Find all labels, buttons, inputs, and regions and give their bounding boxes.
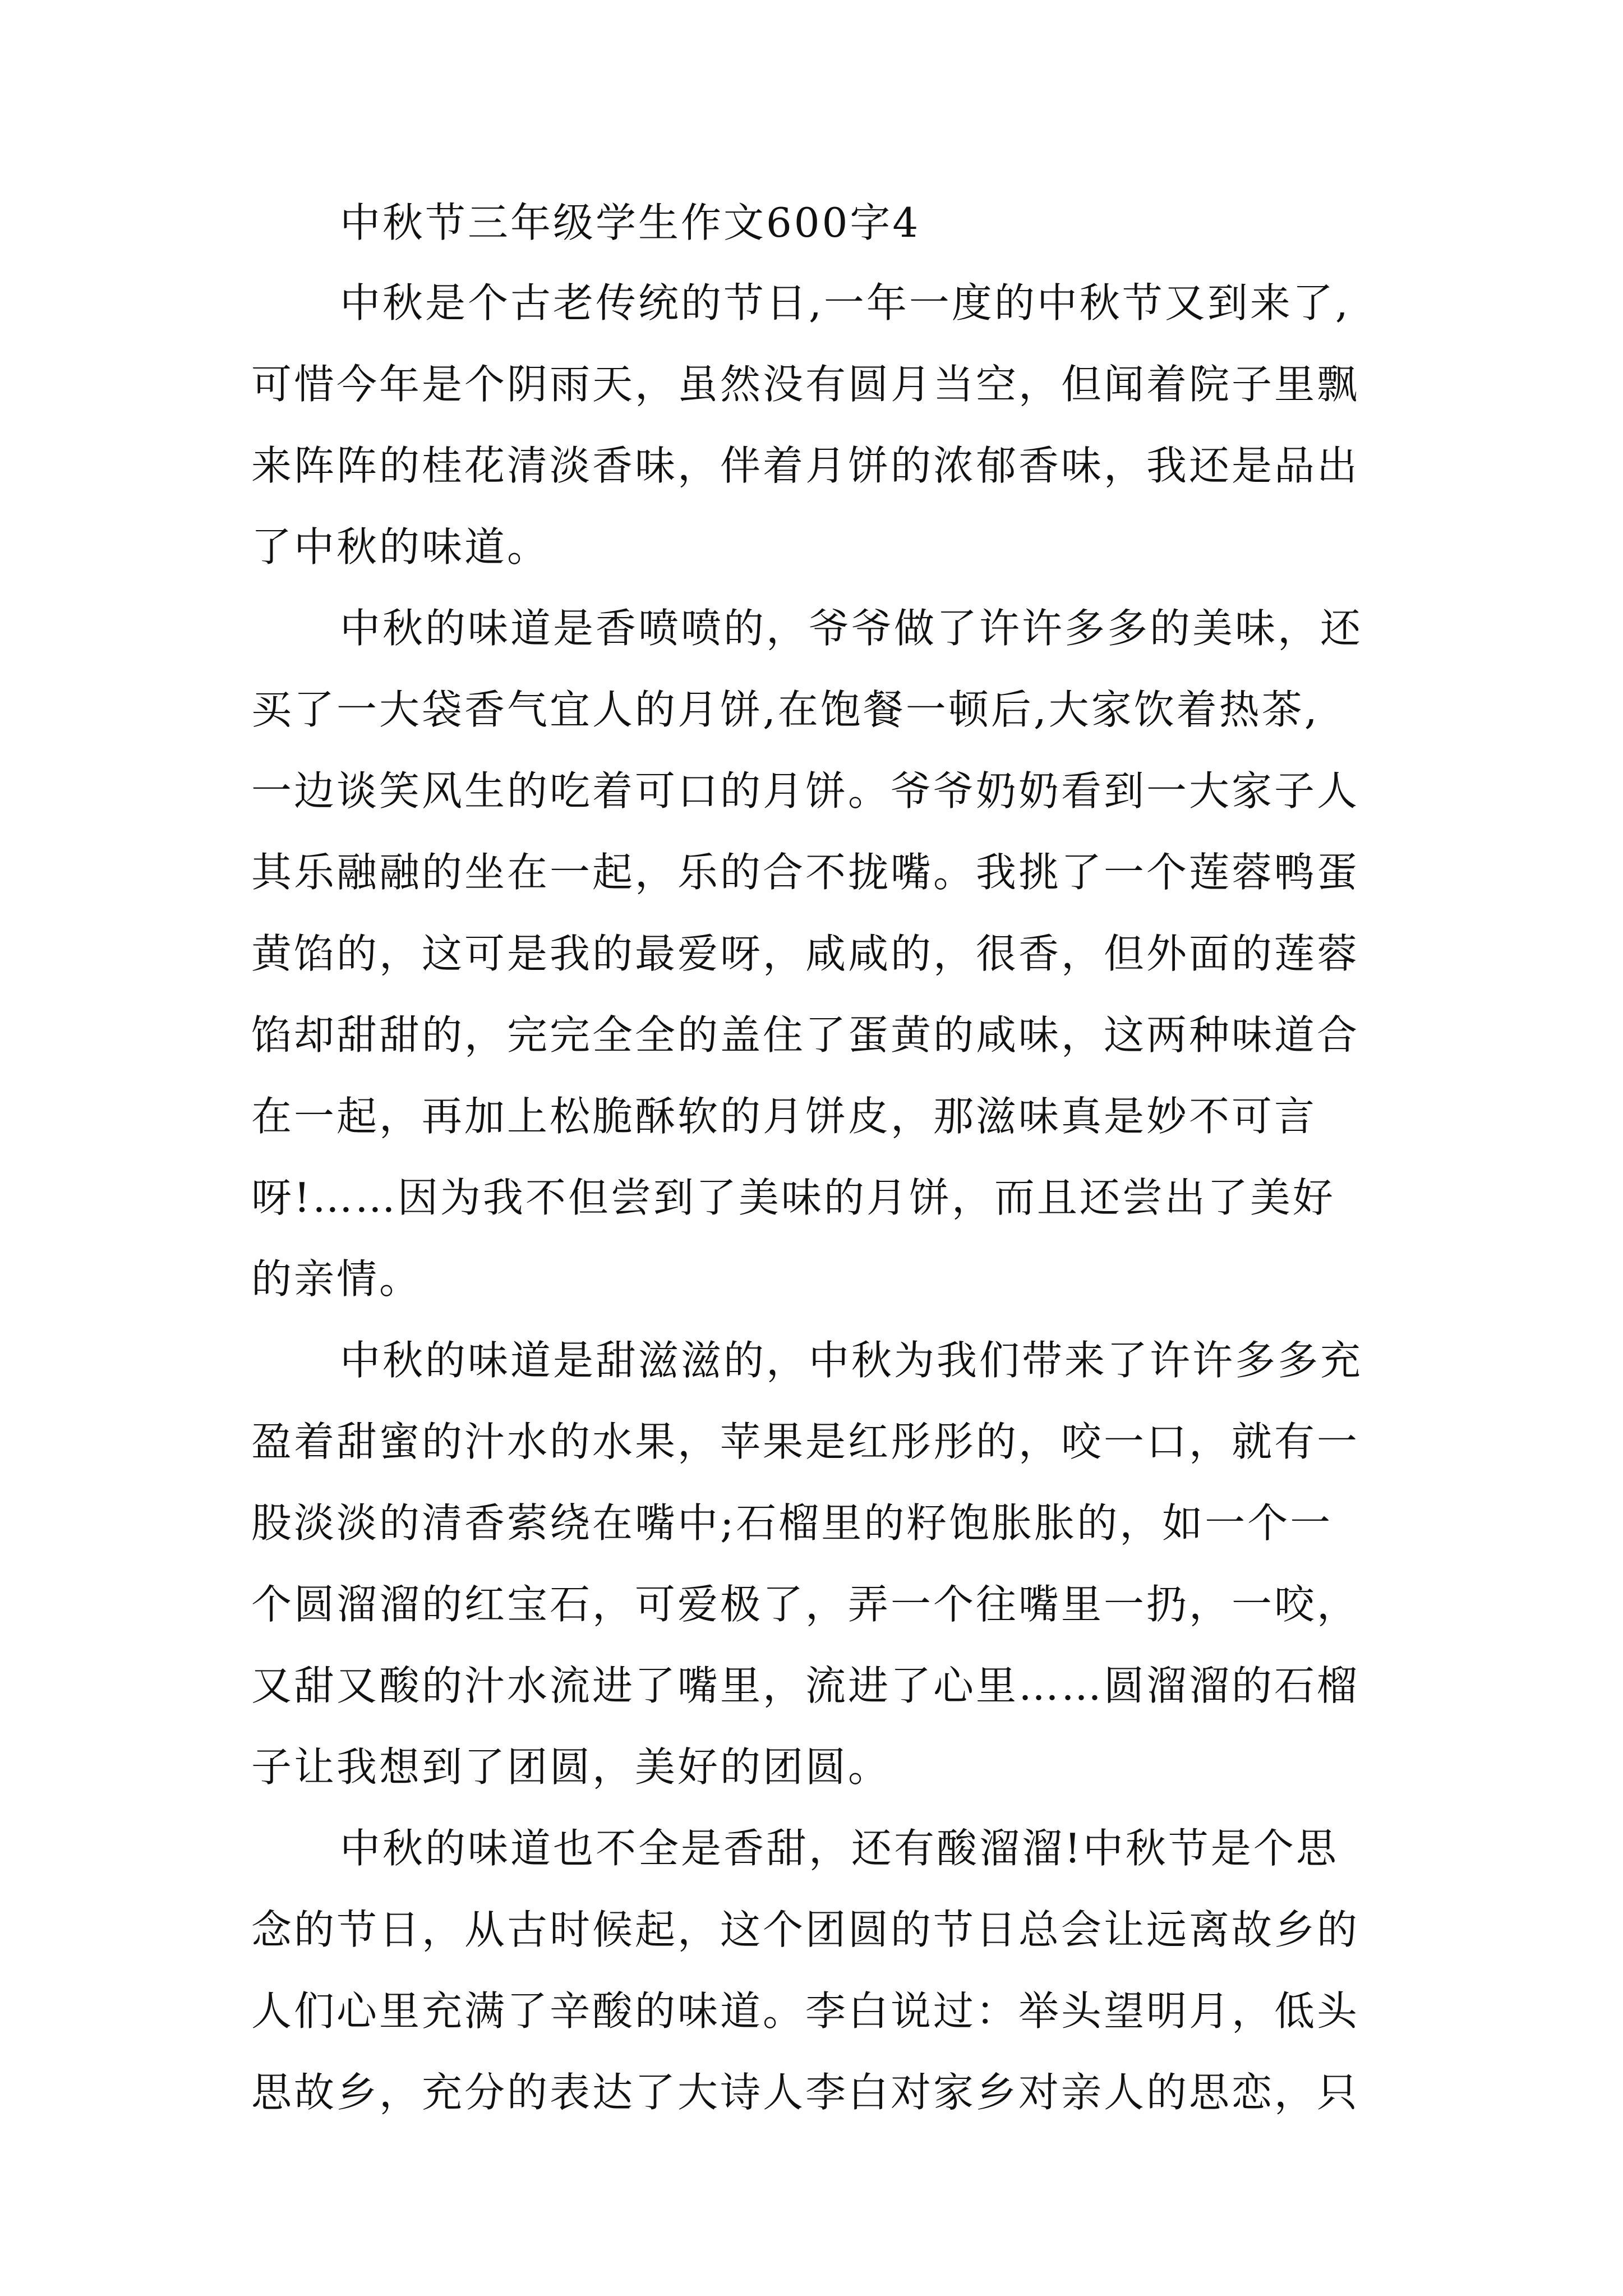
paragraph-2-line-4: 其乐融融的坐在一起，乐的合不拢嘴。我挑了一个莲蓉鸭蛋: [251, 849, 1360, 896]
paragraph-2-line-8: 呀!……因为我不但尝到了美味的月饼，而且还尝出了美好: [251, 1174, 1335, 1221]
paragraph-1-line-4: 了中秋的味道。: [251, 523, 550, 570]
paragraph-1-line-1: 中秋是个古老传统的节日,一年一度的中秋节又到来了,: [340, 279, 1350, 326]
paragraph-3-line-2: 盈着甜蜜的汁水的水果，苹果是红彤彤的，咬一口，就有一: [251, 1418, 1360, 1465]
paragraph-2-line-9: 的亲情。: [251, 1255, 422, 1303]
paragraph-2-line-2: 买了一大袋香气宜人的月饼,在饱餐一顿后,大家饮着热茶,: [251, 686, 1320, 733]
document-title: 中秋节三年级学生作文600字4: [340, 199, 921, 246]
paragraph-2-line-7: 在一起，再加上松脆酥软的月饼皮，那滋味真是妙不可言: [251, 1093, 1317, 1140]
paragraph-2-line-5: 黄馅的，这可是我的最爱呀，咸咸的，很香，但外面的莲蓉: [251, 930, 1360, 977]
paragraph-3-line-3: 股淡淡的清香萦绕在嘴中;石榴里的籽饱胀胀的，如一个一: [251, 1499, 1333, 1547]
paragraph-1-line-2: 可惜今年是个阴雨天，虽然没有圆月当空，但闻着院子里飘: [251, 361, 1360, 408]
paragraph-1-line-3: 来阵阵的桂花清淡香味，伴着月饼的浓郁香味，我还是品出: [251, 442, 1360, 489]
paragraph-3-line-6: 子让我想到了团圆，美好的团圆。: [251, 1743, 891, 1791]
paragraph-4-line-2: 念的节日，从古时候起，这个团圆的节日总会让远离故乡的: [251, 1906, 1360, 1953]
paragraph-2-line-1: 中秋的味道是香喷喷的，爷爷做了许许多多的美味，还: [340, 605, 1363, 652]
paragraph-4-line-4: 思故乡，充分的表达了大诗人李白对家乡对亲人的思恋，只: [251, 2069, 1360, 2116]
paragraph-2-line-6: 馅却甜甜的，完完全全的盖住了蛋黄的咸味，这两种味道合: [251, 1011, 1360, 1059]
paragraph-3-line-4: 个圆溜溜的红宝石，可爱极了，弄一个往嘴里一扔，一咬，: [251, 1581, 1360, 1628]
paragraph-4-line-3: 人们心里充满了辛酸的味道。李白说过：举头望明月，低头: [251, 1987, 1360, 2035]
paragraph-3-line-5: 又甜又酸的汁水流进了嘴里，流进了心里……圆溜溜的石榴: [251, 1662, 1360, 1709]
paragraph-2-line-3: 一边谈笑风生的吃着可口的月饼。爷爷奶奶看到一大家子人: [251, 767, 1360, 815]
paragraph-4-line-1: 中秋的味道也不全是香甜，还有酸溜溜!中秋节是个思: [340, 1825, 1339, 1872]
paragraph-3-line-1: 中秋的味道是甜滋滋的，中秋为我们带来了许许多多充: [340, 1337, 1363, 1384]
